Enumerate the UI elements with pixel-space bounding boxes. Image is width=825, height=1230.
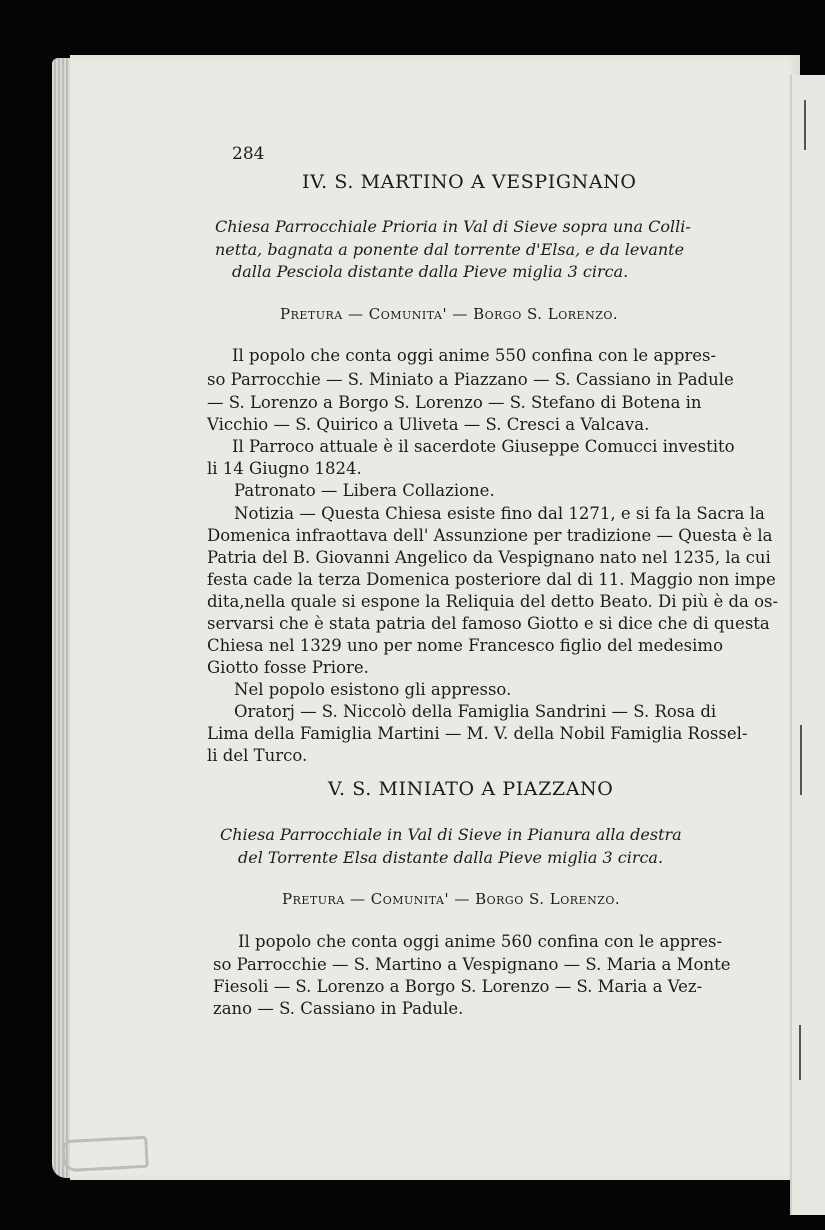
body-line: Notizia — Questa Chiesa esiste fino dal 1271, e si fa la Sacra la xyxy=(234,504,765,523)
body-line: Chiesa nel 1329 uno per nome Francesco figlio del medesimo xyxy=(207,636,724,655)
body-line: li 14 Giugno 1824. xyxy=(207,459,362,478)
intro-line: netta, bagnata a ponente dal torrente d'Elsa, e da levante xyxy=(215,240,685,259)
paper-clip xyxy=(61,1136,149,1172)
section-title: IV. S. MARTINO A VESPIGNANO xyxy=(302,171,637,193)
body-line: festa cade la terza Domenica posteriore dal di 11. Maggio non impe xyxy=(207,570,776,589)
facing-page-edge xyxy=(790,75,825,1215)
body-line: Patronato — Libera Collazione. xyxy=(234,481,495,500)
body-line: Oratorj — S. Niccolò della Famiglia Sandrini — S. Rosa di xyxy=(234,702,717,721)
body-line: dita,nella quale si espone la Reliquia del detto Beato. Di più è da os- xyxy=(207,592,779,611)
body-line: Vicchio — S. Quirico a Uliveta — S. Cresci a Valcava. xyxy=(207,415,650,434)
body-line: Il popolo che conta oggi anime 550 confina con le appres- xyxy=(232,346,717,365)
pretura-line: Pretura — Comunita' — Borgo S. Lorenzo. xyxy=(280,305,619,323)
body-line: Patria del B. Giovanni Angelico da Vespignano nato nel 1235, la cui xyxy=(207,548,771,567)
body-line: li del Turco. xyxy=(207,746,308,765)
intro-line: Chiesa Parrocchiale Prioria in Val di Sieve sopra una Colli- xyxy=(215,217,691,236)
body-line: Il popolo che conta oggi anime 560 confina con le appres- xyxy=(238,932,723,951)
body-line: — S. Lorenzo a Borgo S. Lorenzo — S. Stefano di Botena in xyxy=(207,393,702,412)
body-line: Giotto fosse Priore. xyxy=(207,658,369,677)
body-line: zano — S. Cassiano in Padule. xyxy=(213,999,464,1018)
section-title: V. S. MINIATO A PIAZZANO xyxy=(328,778,614,800)
intro-line: Chiesa Parrocchiale in Val di Sieve in Pianura alla destra xyxy=(220,825,682,844)
body-line: Il Parroco attuale è il sacerdote Giuseppe Comucci investito xyxy=(232,437,735,456)
body-line: so Parrocchie — S. Martino a Vespignano — S. Maria a Monte xyxy=(213,955,731,974)
intro-line: del Torrente Elsa distante dalla Pieve miglia 3 circa. xyxy=(238,848,664,867)
body-line: Nel popolo esistono gli appresso. xyxy=(234,680,512,699)
page-number: 284 xyxy=(232,144,265,164)
body-line: Lima della Famiglia Martini — M. V. della Nobil Famiglia Rossel- xyxy=(207,724,748,743)
body-line: Fiesoli — S. Lorenzo a Borgo S. Lorenzo — S. Maria a Vez- xyxy=(213,977,703,996)
body-line: Domenica infraottava dell' Assunzione per tradizione — Questa è la xyxy=(207,526,773,545)
body-line: servarsi che è stata patria del famoso Giotto e si dice che di questa xyxy=(207,614,770,633)
pretura-line: Pretura — Comunita' — Borgo S. Lorenzo. xyxy=(282,890,621,908)
intro-line: dalla Pesciola distante dalla Pieve miglia 3 circa. xyxy=(232,262,629,281)
body-line: so Parrocchie — S. Miniato a Piazzano — S. Cassiano in Padule xyxy=(207,370,734,389)
